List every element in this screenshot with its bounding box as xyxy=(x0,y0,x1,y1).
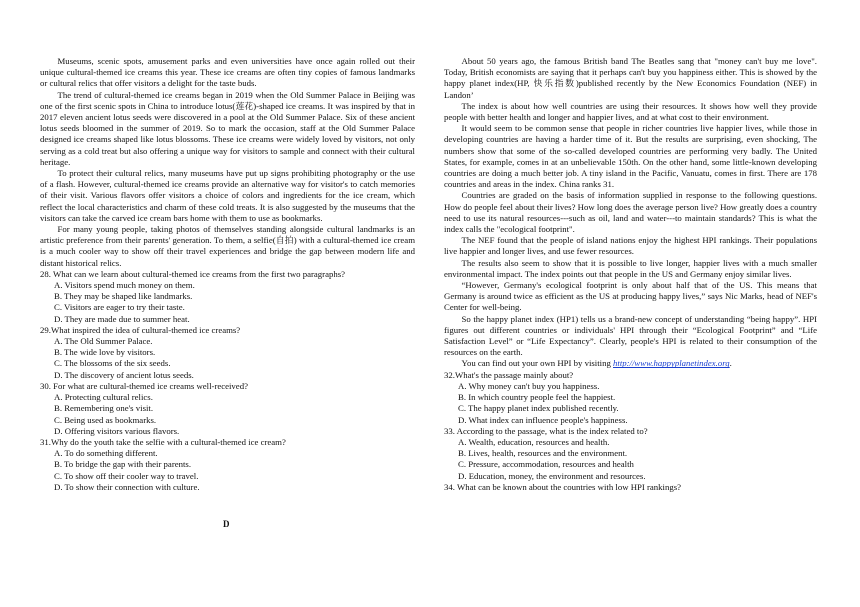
option-a: A. To do something different. xyxy=(54,448,158,459)
option-d: D. Offering visitors various flavors. xyxy=(54,425,180,436)
passage-c-paragraph: The trend of cultural-themed ice creams began in 2019 when the Old Summer Palace in Beijing was one of the first scenic spots in China to introduce lotus(莲花)-shaped ice creams. It was inspired by that in 2017 eleven ancient lotus seeds were discovered in a pool at the Old Summer Palace. Six of these ancient lotus seeds bloomed in the summer of 2019. So to mark the occasion, staff at the Old Summer Palace designed ice creams shaped like lotus blossoms. These ice creams were widely loved by visitors, not only serving as a cold treat but also offering a unique way for visitors to sample and connect with their cultural heritage. xyxy=(40,89,415,167)
question-29 xyxy=(40,325,415,381)
last-paragraph-end: . xyxy=(729,358,732,369)
question-stem: 29.What inspired the idea of cultural-themed ice creams? xyxy=(40,324,241,335)
option-c: C. Pressure, accommodation, resources and health xyxy=(458,459,634,470)
passage-d-paragraph: So the happy planet index (HP1) tells us a brand-new concept of understanding “being happy”. HPI figures out different countries or individuals' HPI through their “Ecological Footprint” and “Life Satisfaction Level” or “Life Expectancy”. Clearly, people's HPI is related to their consumption of the resources on the earth. xyxy=(444,313,817,358)
question-30 xyxy=(40,381,415,437)
option-b: B. In which country people feel the happiest. xyxy=(458,392,616,403)
left-column xyxy=(40,56,415,493)
passage-d-paragraph: The index is about how well countries are using their resources. It shows how well they provide people with better health and longer and happier lives, and at what cost to their environment. xyxy=(444,100,817,123)
question-stem: 31.Why do the youth take the selfie with a cultural-themed ice cream? xyxy=(40,436,286,447)
question-33 xyxy=(444,426,817,482)
passage-d-paragraph: “However, Germany's ecological footprint is only about half that of the US. This means that Germany is around twice as efficient as the US at producing happy lives,” says Nic Marks, head of NEF's Center for well-being. xyxy=(444,280,817,313)
option-d: D. What index can influence people's happiness. xyxy=(458,414,628,425)
option-d: D. Education, money, the environment and resources. xyxy=(458,470,646,481)
passage-d-paragraph: It would seem to be common sense that people in richer countries live happier lives, while those in developing countries are having a harder time of it. But the results are surprising, even shocking, The numbers show that some of the so-called developed countries are performing very badly. The United States, for example, comes in at an unbelievable 150th. On the other hand, some little-known developing countries are doing a much better job. A tiny island in the Pacific, Vanuatu, comes in first. There are 178 countries and areas in the index. China ranks 31. xyxy=(444,123,817,190)
question-32 xyxy=(444,370,817,426)
question-34 xyxy=(444,482,817,493)
option-c: C. Visitors are eager to try their taste. xyxy=(54,302,185,313)
question-stem: 34. What can be known about the countries with low HPI rankings? xyxy=(444,481,682,492)
question-stem: 33. According to the passage, what is the index related to? xyxy=(444,425,648,436)
option-b: B. They may be shaped like landmarks. xyxy=(54,291,193,302)
question-28 xyxy=(40,269,415,325)
option-d: D. To show their connection with culture. xyxy=(54,481,200,492)
option-a: A. Protecting cultural relics. xyxy=(54,392,153,403)
option-d: D. The discovery of ancient lotus seeds. xyxy=(54,369,194,380)
option-c: C. Being used as bookmarks. xyxy=(54,414,157,425)
last-paragraph-text: You can find out your own HPI by visiting xyxy=(461,358,614,369)
passage-d-paragraph: Countries are graded on the basis of information supplied in response to the following questions. How do people feel about their lives? How long does the average person live? How greatly does a country need to use its natural resources---such as oil, land and water---to maintain standards? This is what the index calls the "ecological footprint". xyxy=(444,190,817,235)
passage-d-paragraph: The NEF found that the people of island nations enjoy the highest HPI rankings. Their populations live happier and longer lives, and use fewer resources. xyxy=(444,235,817,257)
option-c: C. To show off their cooler way to travel. xyxy=(54,470,199,481)
question-stem: 32.What's the passage mainly about? xyxy=(444,369,574,380)
right-column xyxy=(444,56,817,493)
option-d: D. They are made due to summer heat. xyxy=(54,313,190,324)
option-b: B. The wide love by visitors. xyxy=(54,347,156,358)
option-a: A. Visitors spend much money on them. xyxy=(54,280,195,291)
passage-c-paragraph: For many young people, taking photos of themselves standing alongside cultural landmarks is an artistic preference from their parents' generation. To them, a selfie(自拍) with a cultural-themed ice cream is a much cooler way to show off their travel experiences and bridge the gap between modern life and distant historical relics. xyxy=(40,224,415,268)
passage-c-paragraph: Museums, scenic spots, amusement parks and even universities have once again rolled out their unique cultural-themed ice creams this year. These ice creams are often tiny copies of famous landmarks or cultural relics that offer visitors a delight for the taste buds. xyxy=(40,56,415,89)
passage-c-paragraph: To protect their cultural relics, many museums have put up signs prohibiting photography or the use of a flash. However, cultural-themed ice creams provide an alternative way for visitor's to catch memories of their visit. Various flavors offer visitors a choice of colors and ingredients for the ice cream, which reflect the local characteristics and charm of these cold treats. It is also suggested by the museums that the visitors can take the carved ice cream bars home with them to use as bookmarks. xyxy=(40,168,415,223)
passage-d-intro: About 50 years ago, the famous British band The Beatles sang that "money can't buy me love". Today, British economists are saying that it perhaps can't buy you happiness either. This is showed by the happy planet index(HP, 快乐指数)published recently by the New Economics Foundation (NEF) in Landon’ xyxy=(444,56,817,100)
option-a: A. Wealth, education, resources and health. xyxy=(458,436,610,447)
option-b: B. Lives, health, resources and the environment. xyxy=(458,448,628,459)
section-letter-d: D xyxy=(223,519,230,529)
question-stem: 30. For what are cultural-themed ice creams well-received? xyxy=(40,380,248,391)
question-stem: 28. What can we learn about cultural-themed ice creams from the first two paragraphs? xyxy=(40,268,345,279)
question-31 xyxy=(40,437,415,493)
option-a: A. The Old Summer Palace. xyxy=(54,336,153,347)
option-b: B. Remembering one's visit. xyxy=(54,403,154,414)
option-b: B. To bridge the gap with their parents. xyxy=(54,459,192,470)
option-c: C. The happy planet index published recently. xyxy=(458,403,619,414)
hpi-website-link[interactable]: http://www.happyplanetindex.org xyxy=(613,358,730,369)
option-c: C. The blossoms of the six seeds. xyxy=(54,358,171,369)
passage-d-paragraph: The results also seem to show that it is possible to live longer, happier lives with a much smaller environmental impact. The index points out that people in the US and Germany enjoy similar lives. xyxy=(444,257,817,279)
option-a: A. Why money can't buy you happiness. xyxy=(458,380,600,391)
passage-d-last-paragraph xyxy=(444,358,817,369)
